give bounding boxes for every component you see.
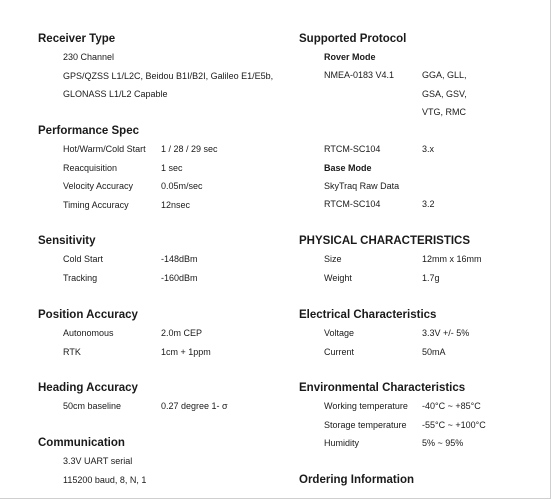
spec-row: Current 50mA	[324, 346, 446, 357]
spec-row: Autonomous 2.0m CEP	[63, 328, 203, 338]
spec-row: Working temperature -40°C ~ +85°C	[324, 401, 481, 411]
environmental-section	[299, 379, 549, 453]
spec-row: Tracking -160dBm	[63, 272, 198, 283]
electrical-section	[299, 306, 549, 361]
spec-row: 50cm baseline 0.27 degree 1- σ	[63, 401, 228, 411]
spec-row: RTCM-SC104 3.x	[324, 144, 435, 154]
performance-section	[38, 122, 288, 214]
spec-row: RTCM-SC104 3.2	[324, 199, 435, 209]
spec-line: 3.3V UART serial	[63, 456, 133, 466]
spec-row: Timing Accuracy 12nsec	[63, 199, 191, 210]
section-title: Position Accuracy	[38, 309, 138, 321]
heading-accuracy-section	[38, 379, 288, 416]
section-title: Electrical Characteristics	[299, 309, 437, 321]
spec-row: Hot/Warm/Cold Start 1 / 28 / 29 sec	[63, 144, 218, 154]
spec-line: GLONASS L1/L2 Capable	[63, 89, 168, 99]
section-title: Supported Protocol	[299, 33, 407, 45]
spec-row: Storage temperature -55°C ~ +100°C	[324, 419, 486, 430]
physical-section	[299, 232, 549, 287]
spec-row: Size 12mm x 16mm	[324, 254, 482, 264]
spec-row: Voltage 3.3V +/- 5%	[324, 328, 470, 338]
spec-row: NMEA-0183 V4.1 GGA, GLL,	[324, 70, 467, 80]
spec-line: GPS/QZSS L1/L2C, Beidou B1I/B2I, Galileo E1/E5b,	[63, 70, 274, 81]
receiver-type-section	[38, 30, 288, 104]
spec-row: Velocity Accuracy 0.05m/sec	[63, 181, 203, 191]
section-title: Communication	[38, 437, 125, 449]
spec-line: 230 Channel	[63, 52, 115, 62]
section-title: Performance Spec	[38, 125, 139, 137]
ordering-section	[299, 471, 549, 489]
section-title: Ordering Information	[299, 474, 414, 486]
section-title: Environmental Characteristics	[299, 382, 466, 394]
section-title: Receiver Type	[38, 33, 116, 45]
supported-protocol-section	[299, 30, 549, 214]
rover-mode-title: Rover Mode	[324, 52, 376, 62]
spec-row: RTK 1cm + 1ppm	[63, 346, 211, 357]
section-title: Sensitivity	[38, 235, 96, 247]
communication-section	[38, 434, 288, 489]
spec-row	[299, 122, 549, 141]
spec-row: Cold Start -148dBm	[63, 254, 198, 264]
spec-row: Humidity 5% ~ 95%	[324, 438, 464, 448]
section-title: PHYSICAL CHARACTERISTICS	[299, 235, 471, 247]
sensitivity-section	[38, 232, 288, 287]
position-accuracy-section	[38, 306, 288, 361]
spec-row: Weight 1.7g	[324, 272, 440, 283]
spec-row: SkyTraq Raw Data	[324, 180, 400, 191]
spec-line: 115200 baud, 8, N, 1	[63, 474, 147, 485]
base-mode-title: Base Mode	[324, 162, 372, 173]
spec-row: GSA, GSV,	[422, 88, 467, 99]
spec-row: VTG, RMC	[422, 107, 466, 117]
section-title: Heading Accuracy	[38, 382, 138, 394]
spec-row: Reacquisition 1 sec	[63, 162, 183, 173]
